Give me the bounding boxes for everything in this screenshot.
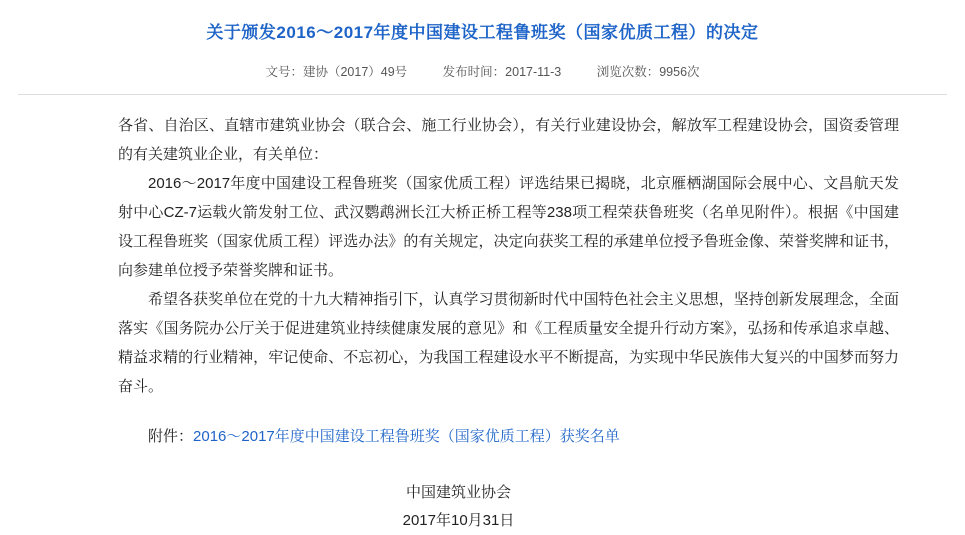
attachment-link[interactable]: 2016～2017年度中国建设工程鲁班奖（国家优质工程）获奖名单 [193,428,620,445]
view-count: 浏览次数：9956次 [596,65,700,79]
signature-date: 2017年10月31日 [402,512,515,529]
attachment-label: 附件： [148,428,194,445]
doc-number: 文号：建协（2017）49号 [265,65,408,79]
signature-block [118,479,899,535]
document-meta [0,62,965,82]
publish-date: 发布时间：2017-11-3 [442,65,562,79]
signature-organization: 中国建筑业协会 [405,484,511,501]
paragraph-body-1: 2016～2017年度中国建设工程鲁班奖（国家优质工程）评选结果已揭晓，北京雁栖湖国际会展中心、文昌航天发射中心CZ-7运载火箭发射工位、武汉鹦鹉洲长江大桥正桥工程等238项工程荣获鲁班奖（名单见附件）。根据《中国建设工程鲁班奖（国家优质工程）评选办法》的有关规定，决定向获奖工程的承建单位授予鲁班金像、荣誉奖牌和证书，向参建单位授予荣誉奖牌和证书。 [118,175,899,279]
document-body [0,95,965,535]
page-title: 关于颁发2016～2017年度中国建设工程鲁班奖（国家优质工程）的决定 [206,23,759,42]
paragraph-body-2: 希望各获奖单位在党的十九大精神指引下，认真学习贯彻新时代中国特色社会主义思想，坚持创新发展理念，全面落实《国务院办公厅关于促进建筑业持续健康发展的意见》和《工程质量安全提升行动方案》，弘扬和传承追求卓越、精益求精的行业精神，牢记使命、不忘初心，为我国工程建设水平不断提高，为实现中华民族伟大复兴的中国梦而努力奋斗。 [118,291,899,395]
attachment-line [118,423,899,451]
paragraph-salutation: 各省、自治区、直辖市建筑业协会（联合会、施工行业协会），有关行业建设协会，解放军工程建设协会，国资委管理的有关建筑业企业，有关单位： [118,117,899,163]
